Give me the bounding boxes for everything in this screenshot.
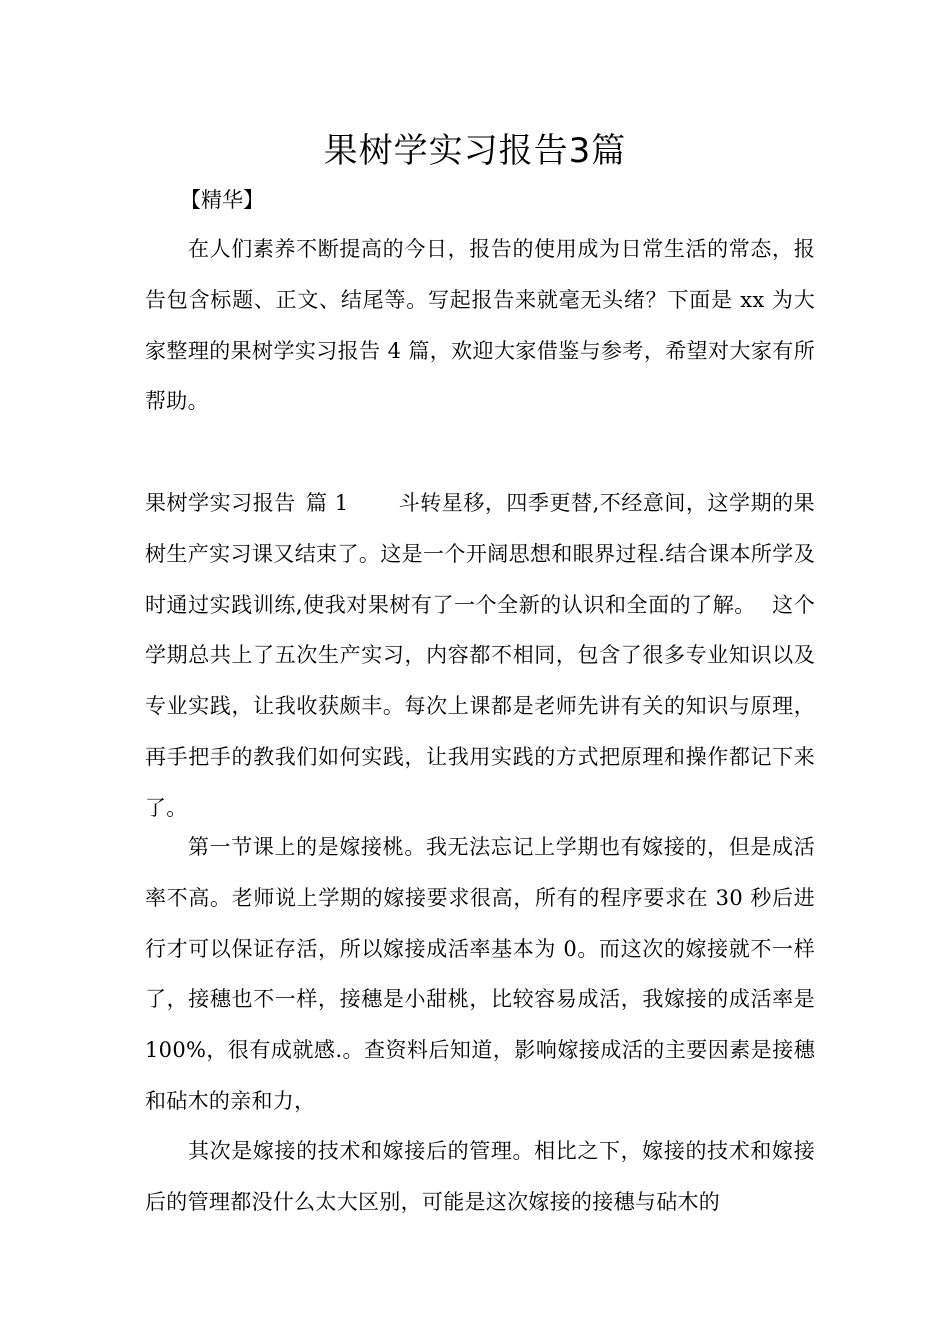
section-1-heading: 果树学实习报告 — [145, 491, 296, 515]
section-1-paragraph — [145, 478, 815, 834]
section-1-number: 篇 1 — [305, 491, 349, 515]
section-1-text — [145, 478, 815, 834]
section-1-text-b: 这个学期总共上了五次生产实习，内容都不相同，包含了很多专业知识以及专业实践，让我收获颇丰。每次上课都是老师先讲有关的知识与原理，再手把手的教我们如何实践，让我用实践的方式把原理和操作都记下来了。 — [145, 592, 815, 820]
intro-text: 在人们素养不断提高的今日，报告的使用成为日常生活的常态，报告包含标题、正文、结尾等。写起报告来就毫无头绪？下面是 xx 为大家整理的果树学实习报告 4 篇，欢迎大家借鉴与参考，希望对大家有所帮助。 — [145, 237, 815, 414]
section-1-text-a: 斗转星移，四季更替,不经意间，这学期的果树生产实习课又结束了。这是一个开阔思想和眼界过程.结合课本所学及时通过实践训练,使我对果树有了一个全新的认识和全面的了解。 — [145, 491, 815, 617]
paragraph-2 — [145, 822, 815, 1127]
paragraph-2-text: 第一节课上的是嫁接桃。我无法忘记上学期也有嫁接的，但是成活率不高。老师说上学期的嫁接要求很高，所有的程序要求在 30 秒后进行才可以保证存活，所以嫁接成活率基本为 0。而这次的嫁接就不一样了，接穗也不一样，接穗是小甜桃，比较容易成活，我嫁接的成活率是 100%，很有成就感.。查资料后知道，影响嫁接成活的主要因素是接穗和砧木的亲和力， — [145, 835, 815, 1113]
document-title: 果树学实习报告3篇 — [323, 131, 627, 171]
paragraph-3 — [145, 1126, 815, 1228]
intro-paragraph — [145, 224, 815, 427]
document-tag: 【精华】 — [180, 188, 264, 212]
paragraph-3-text: 其次是嫁接的技术和嫁接后的管理。相比之下，嫁接的技术和嫁接后的管理都没什么太大区别，可能是这次嫁接的接穗与砧木的 — [145, 1139, 815, 1214]
